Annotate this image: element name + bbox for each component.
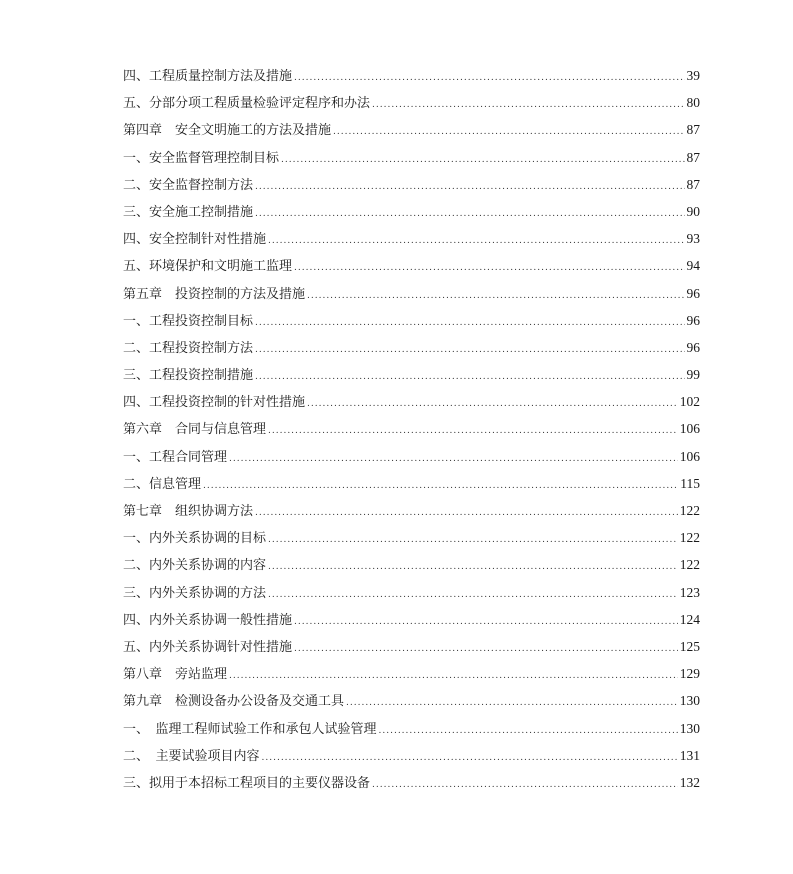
toc-dot-leader	[268, 530, 678, 550]
toc-entry-title: 一、安全监督管理控制目标	[123, 150, 280, 166]
toc-entry[interactable]	[123, 392, 700, 419]
toc-entry-title: 四、安全控制针对性措施	[123, 232, 267, 248]
toc-dot-leader	[281, 150, 684, 170]
toc-entry[interactable]	[123, 474, 700, 501]
toc-entry[interactable]	[123, 691, 700, 718]
toc-entry-title: 二、内外关系协调的内容	[123, 558, 267, 574]
toc-entry-title: 第六章 合同与信息管理	[123, 422, 267, 438]
toc-entry[interactable]	[123, 175, 700, 202]
toc-dot-leader	[268, 421, 678, 441]
toc-page-number: 93	[686, 231, 700, 247]
toc-entry[interactable]	[123, 610, 700, 637]
toc-page-number: 90	[686, 203, 700, 219]
toc-entry-title: 五、内外关系协调针对性措施	[123, 639, 293, 655]
toc-entry[interactable]	[123, 447, 700, 474]
toc-page-number: 96	[686, 339, 700, 355]
toc-entry-title: 一、工程投资控制目标	[123, 313, 254, 329]
toc-entry-title: 一、工程合同管理	[123, 449, 228, 465]
toc-entry-title: 四、工程投资控制的针对性措施	[123, 395, 306, 411]
toc-entry-title: 一、 监理工程师试验工作和承包人试验管理	[123, 721, 377, 737]
toc-page-number: 87	[686, 149, 700, 165]
toc-entry-title: 四、内外关系协调一般性措施	[123, 612, 293, 628]
toc-dot-leader	[379, 721, 678, 741]
toc-dot-leader	[255, 177, 684, 197]
toc-page-number: 115	[680, 475, 700, 491]
toc-page-number: 123	[679, 584, 700, 600]
toc-dot-leader	[203, 476, 678, 496]
toc-dot-leader	[294, 258, 684, 278]
toc-entry[interactable]	[123, 202, 700, 229]
toc-entry-title: 三、内外关系协调的方法	[123, 585, 267, 601]
toc-page-number: 130	[679, 693, 700, 709]
toc-dot-leader	[372, 95, 684, 115]
toc-page-number: 130	[679, 720, 700, 736]
toc-page-number: 102	[679, 394, 700, 410]
toc-dot-leader	[307, 394, 678, 414]
toc-entry[interactable]	[123, 555, 700, 582]
toc-page-number: 99	[686, 367, 700, 383]
toc-page-number: 122	[679, 503, 700, 518]
toc-page-number: 96	[686, 312, 700, 328]
toc-entry-title: 三、拟用于本招标工程项目的主要仪器设备	[123, 775, 371, 791]
toc-entry[interactable]	[123, 664, 700, 691]
toc-page-number: 94	[686, 258, 700, 274]
toc-dot-leader	[268, 231, 684, 251]
toc-entry[interactable]	[123, 719, 700, 746]
toc-dot-leader	[268, 557, 678, 577]
toc-page-number: 106	[679, 448, 700, 464]
toc-entry-title: 第五章 投资控制的方法及措施	[123, 286, 306, 302]
toc-entry-title: 第八章 旁站监理	[123, 667, 228, 683]
toc-entry[interactable]	[123, 66, 700, 93]
toc-entry[interactable]	[123, 256, 700, 283]
toc-page-number: 80	[686, 95, 700, 111]
toc-entry[interactable]	[123, 528, 700, 555]
table-of-contents	[123, 66, 700, 800]
toc-entry[interactable]	[123, 746, 700, 773]
toc-entry[interactable]	[123, 284, 700, 311]
toc-page-number: 87	[686, 176, 700, 192]
toc-page-number: 122	[679, 530, 700, 546]
toc-page-number: 96	[686, 285, 700, 301]
toc-entry-title: 四、工程质量控制方法及措施	[123, 69, 293, 84]
toc-entry[interactable]	[123, 93, 700, 120]
toc-entry[interactable]	[123, 365, 700, 392]
toc-page-number: 106	[679, 421, 700, 437]
toc-dot-leader	[255, 313, 684, 333]
toc-entry-title: 二、信息管理	[123, 476, 202, 492]
toc-dot-leader	[262, 748, 678, 768]
toc-dot-leader	[333, 122, 684, 142]
toc-entry[interactable]	[123, 338, 700, 365]
toc-page-number: 122	[679, 557, 700, 573]
toc-dot-leader	[372, 775, 678, 795]
toc-entry[interactable]	[123, 419, 700, 446]
toc-dot-leader	[294, 612, 678, 632]
toc-entry[interactable]	[123, 583, 700, 610]
toc-dot-leader	[229, 666, 678, 686]
toc-entry-title: 二、 主要试验项目内容	[123, 748, 260, 764]
toc-entry[interactable]	[123, 637, 700, 664]
toc-entry-title: 第四章 安全文明施工的方法及措施	[123, 123, 332, 139]
toc-entry-title: 第九章 检测设备办公设备及交通工具	[123, 694, 345, 710]
toc-entry[interactable]	[123, 501, 700, 528]
toc-entry[interactable]	[123, 148, 700, 175]
toc-dot-leader	[268, 585, 678, 605]
toc-entry[interactable]	[123, 773, 700, 800]
toc-page-number: 125	[679, 638, 700, 654]
toc-dot-leader	[255, 340, 684, 360]
toc-entry-title: 三、工程投资控制措施	[123, 368, 254, 384]
toc-entry-title: 三、安全施工控制措施	[123, 204, 254, 220]
toc-dot-leader	[294, 639, 678, 659]
toc-entry-title: 一、内外关系协调的目标	[123, 531, 267, 547]
toc-page-number: 131	[679, 747, 700, 763]
toc-page-number: 132	[679, 774, 700, 790]
toc-dot-leader	[255, 503, 678, 523]
toc-entry-title: 二、安全监督控制方法	[123, 177, 254, 193]
toc-dot-leader	[307, 286, 684, 306]
toc-entry-title: 二、工程投资控制方法	[123, 340, 254, 356]
toc-page-number: 87	[686, 122, 700, 138]
toc-entry-title: 五、环境保护和文明施工监理	[123, 259, 293, 275]
toc-entry-title: 第七章 组织协调方法	[123, 504, 254, 519]
toc-entry[interactable]	[123, 229, 700, 256]
toc-entry-title: 五、分部分项工程质量检验评定程序和办法	[123, 96, 371, 112]
toc-page-number: 129	[679, 666, 700, 682]
toc-entry[interactable]	[123, 120, 700, 147]
toc-dot-leader	[229, 449, 678, 469]
toc-dot-leader	[255, 204, 684, 224]
toc-page-number: 39	[686, 68, 700, 83]
toc-dot-leader	[346, 693, 678, 713]
toc-dot-leader	[294, 68, 684, 88]
toc-page-number: 124	[679, 611, 700, 627]
toc-dot-leader	[255, 367, 684, 387]
toc-entry[interactable]	[123, 311, 700, 338]
